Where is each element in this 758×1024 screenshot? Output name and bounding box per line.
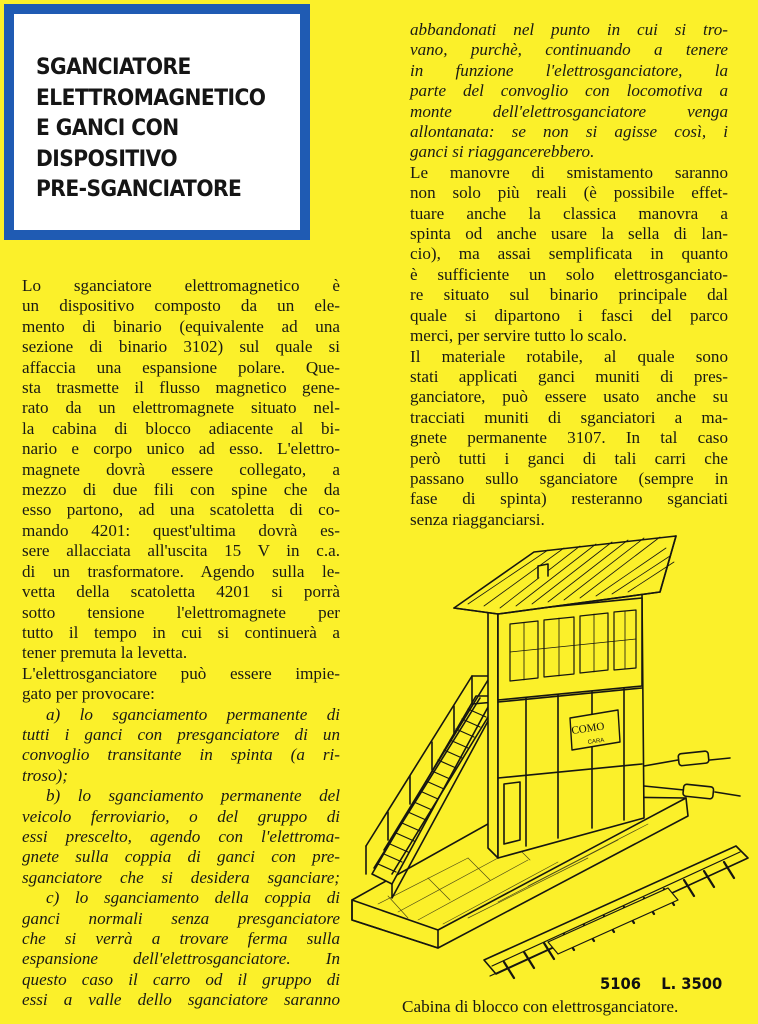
product-code: 5106: [600, 974, 641, 993]
product-code-line: [600, 974, 729, 993]
signal-cabin-illustration-icon: [348, 528, 753, 990]
list-item-a-line: a) lo sganciamento permanente di: [46, 704, 340, 724]
title-box-inner: [14, 14, 300, 230]
text-line: sta trasmette il flusso magnetico gene-: [22, 378, 340, 398]
text-line: magnete dovrà essere collegato, a: [22, 459, 340, 479]
text-line: abbandonati nel punto in cui si tro-: [410, 20, 728, 39]
text-line: mando 4201: quest'ultima dovrà es-: [22, 520, 340, 540]
text-line: parte del convoglio con locomotiva a: [410, 81, 728, 101]
cabin-sign-text: COMO: [570, 720, 606, 737]
right-text-column: [410, 20, 728, 530]
text-line: mento di binario (equivalente ad una: [22, 316, 340, 336]
text-line: gato per provocare:: [22, 684, 155, 704]
text-line: un dispositivo composto da un ele-: [22, 296, 340, 316]
text-line: non solo più reali (è possibile effet-: [410, 183, 728, 203]
list-item-a-line: troso);: [22, 765, 68, 785]
text-line: vano, purchè, continuando a tenere: [410, 40, 728, 60]
list-item-c-line: che si verrà a trovare ferma sulla: [22, 929, 340, 948]
list-item-c-line: ganci normali senza presganciatore: [22, 908, 340, 928]
left-text-column: [22, 276, 340, 1011]
list-item-b-line: b) lo sganciamento permanente del: [46, 786, 340, 806]
text-line: vetta della scatoletta 4201 si porrà: [22, 582, 340, 602]
title-line: PRE-SGANCIATORE: [36, 176, 242, 202]
text-line: sere allacciata all'uscita 15 V in c.a.: [22, 541, 340, 561]
text-line: è sufficiente un solo elettrosganciato-: [410, 264, 728, 284]
text-line: Il materiale rotabile, al quale sono: [410, 346, 728, 366]
text-line: cio), ma assai semplificata in quanto: [410, 244, 728, 264]
title-line: E GANCI CON: [36, 115, 179, 141]
list-item-c-line: essi a valle dello sganciatore saranno: [22, 990, 340, 1010]
text-line: ganci si riaggancerebbero.: [410, 142, 595, 162]
list-item-c-line: c) lo sganciamento della coppia di: [46, 888, 340, 908]
text-line: passano sullo sganciatore (sempre in: [410, 468, 728, 488]
text-line: la cabina di blocco adiacente al bi-: [22, 418, 340, 438]
text-line: L'elettrosganciatore può essere impie-: [22, 663, 340, 683]
product-price: L. 3500: [661, 974, 723, 993]
text-line: spinta od anche usare la sella di lan-: [410, 224, 728, 244]
text-line: stati applicati ganci muniti di pres-: [410, 366, 728, 386]
text-line: in funzione l'elettrosganciatore, la: [410, 60, 728, 80]
text-line: quale si dipartono i fasci del parco: [410, 305, 728, 325]
text-line: nario e corpo unico ad esso. L'elettro-: [22, 439, 340, 459]
text-line: re situato sul binario principale dal: [410, 285, 728, 305]
text-line: tener premuta la levetta.: [22, 643, 188, 663]
text-line: tutto il tempo in cui si continuerà a: [22, 622, 340, 642]
text-line: Lo sganciatore elettromagnetico è: [22, 276, 340, 295]
text-line: affaccia una espansione polare. Que-: [22, 357, 340, 377]
title-box: [4, 4, 310, 240]
text-line: rato da un elettromagnete situato nel-: [22, 398, 340, 418]
title-line: ELETTROMAGNETICO: [36, 84, 266, 111]
list-item-b-line: sganciatore che si desidera sganciare;: [22, 867, 340, 887]
text-line: senza riagganciarsi.: [410, 509, 545, 529]
text-line: allontanata: se non si agisse così, i: [410, 122, 728, 142]
text-line: merci, per servire tutto lo scalo.: [410, 326, 627, 346]
text-line: fase di spinta) resteranno sganciati: [410, 489, 728, 509]
text-line: monte dell'elettrosganciatore venga: [410, 101, 728, 121]
text-line: però tutti i ganci di tali carri che: [410, 448, 728, 468]
list-item-b-line: essi prescelto, agendo con l'elettroma-: [22, 826, 340, 846]
text-line: di un trasformatore. Agendo sulla le-: [22, 561, 340, 581]
list-item-c-line: questo caso il carro od il gruppo di: [22, 969, 340, 989]
text-line: tuare anche la classica manovra a: [410, 203, 728, 223]
list-item-b-line: veicolo ferroviario, o del gruppo di: [22, 806, 340, 826]
title-line: DISPOSITIVO: [36, 145, 178, 172]
list-item-c-line: espansione dell'elettrosganciatore. In: [22, 949, 340, 969]
title-line: SGANCIATORE: [36, 54, 191, 80]
list-item-a-line: convoglio transitante in spinta (a ri-: [22, 745, 340, 765]
cabin-sign-subtext: CARA: [587, 737, 605, 746]
text-line: sotto tensione l'elettromagnete per: [22, 602, 340, 622]
text-line: tracciati muniti di sganciatori a ma-: [410, 407, 728, 427]
list-item-a-line: tutti i ganci con presganciatore di un: [22, 724, 340, 744]
text-line: sezione di binario 3102) sul quale si: [22, 337, 340, 357]
text-line: ganciatore, può essere usato anche su: [410, 387, 728, 407]
text-line: esso partono, ad una scatoletta di co-: [22, 500, 340, 520]
list-item-b-line: gnete sulla coppia di ganci con pre-: [22, 847, 340, 867]
text-line: gnete permanente 3107. In tal caso: [410, 428, 728, 448]
illustration-caption: Cabina di blocco con elettrosganciatore.: [402, 997, 679, 1016]
text-line: Le manovre di smistamento saranno: [410, 162, 728, 182]
text-line: mezzo di due fili con spine che da: [22, 480, 340, 500]
